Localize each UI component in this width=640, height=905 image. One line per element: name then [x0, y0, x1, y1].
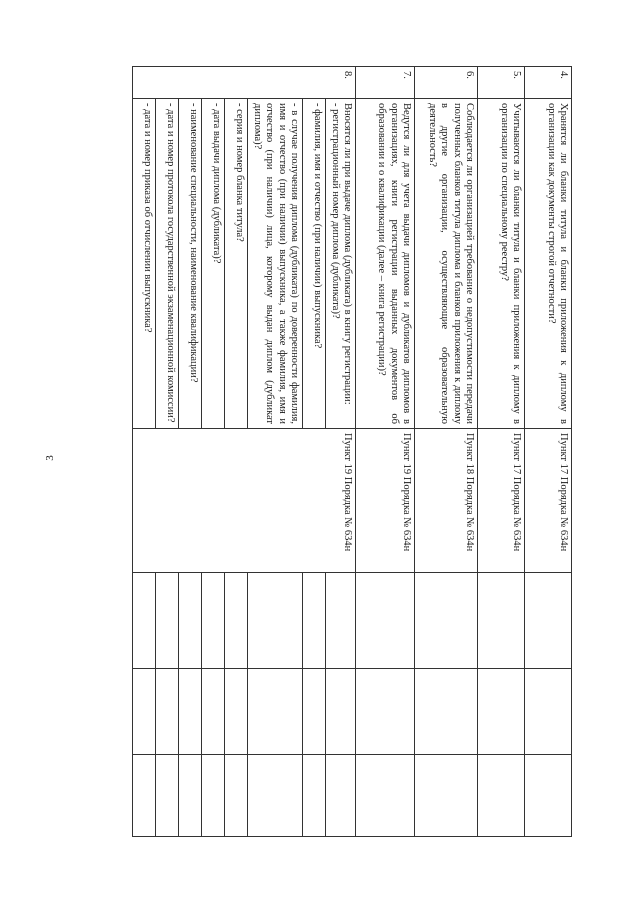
sub-question: - наименование специальности, наименование квалификации? [179, 99, 202, 429]
legal-reference: Пункт 19 Порядка № 634н [356, 429, 415, 573]
answer-cell [478, 669, 525, 755]
question-text: Хранятся ли бланки титула и бланки приложения к диплому в организации как документы строгой отчетности? [525, 99, 572, 429]
answer-cell [356, 573, 415, 669]
answer-cell [202, 669, 225, 755]
page-number: 3 [44, 455, 56, 461]
sub-question: - дата и номер приказа об отчислении выпускника? [133, 99, 156, 429]
answer-cell [415, 573, 478, 669]
answer-cell [156, 573, 179, 669]
answer-cell [415, 669, 478, 755]
row-number: 5. [478, 67, 525, 99]
answer-cell [478, 755, 525, 837]
question-text: Ведутся ли для учета выдачи дипломов и дубликатов дипломов в организациях, книги регистрации выданных документов об образовании и о квалификации (далее – книга регистрации)? [356, 99, 415, 429]
row-number: 4. [525, 67, 572, 99]
table-row [356, 67, 415, 837]
answer-cell [156, 755, 179, 837]
answer-cell [179, 573, 202, 669]
answer-cell [326, 755, 356, 837]
sub-question: - фамилия, имя и отчество (при наличии) выпускника? [303, 99, 326, 429]
answer-cell [415, 755, 478, 837]
answer-cell [225, 755, 248, 837]
answer-cell [303, 669, 326, 755]
sub-question: - дата выдачи диплома (дубликата)? [202, 99, 225, 429]
sub-question: - дата и номер протокола государственной экзаменационной комиссии? [156, 99, 179, 429]
answer-cell [525, 755, 572, 837]
row-number: 8. [133, 67, 356, 99]
answer-cell [156, 669, 179, 755]
table-row [478, 67, 525, 837]
answer-cell [525, 573, 572, 669]
answer-cell [248, 755, 303, 837]
answer-cell [133, 755, 156, 837]
row-number: 6. [415, 67, 478, 99]
rotated-table-wrapper [132, 66, 572, 836]
legal-reference: Пункт 18 Порядка № 634н [415, 429, 478, 573]
sub-question: - серия и номер бланка титула? [225, 99, 248, 429]
answer-cell [356, 669, 415, 755]
legal-reference: Пункт 19 Порядка № 634н [133, 429, 356, 573]
answer-cell [248, 669, 303, 755]
answer-cell [356, 755, 415, 837]
answer-cell [326, 573, 356, 669]
question-text: Учитываются ли бланки титула и бланки приложения к диплому в организации по специальному реестру? [478, 99, 525, 429]
answer-cell [478, 573, 525, 669]
answer-cell [525, 669, 572, 755]
answer-cell [303, 573, 326, 669]
answer-cell [225, 573, 248, 669]
checklist-table [132, 66, 572, 837]
table-row [326, 67, 356, 837]
answer-cell [133, 669, 156, 755]
table-row [525, 67, 572, 837]
sub-question: Вносятся ли при выдаче диплома (дубликата) в книгу регистрации: - регистрационный номер диплома (дубликата)? [326, 99, 356, 429]
answer-cell [248, 573, 303, 669]
answer-cell [179, 755, 202, 837]
table-row [415, 67, 478, 837]
legal-reference: Пункт 17 Порядка № 634н [478, 429, 525, 573]
answer-cell [179, 669, 202, 755]
answer-cell [133, 573, 156, 669]
row-number: 7. [356, 67, 415, 99]
question-text: Соблюдается ли организацией требование о недопустимости передачи полученных бланков титула диплома и бланков приложения к диплому в другие организации, осуществляющие образовательную деятельность? [415, 99, 478, 429]
answer-cell [202, 573, 225, 669]
answer-cell [326, 669, 356, 755]
answer-cell [202, 755, 225, 837]
sub-question: - в случае получения диплома (дубликата) по доверенности фамилия, имя и отчество (при наличии) выпускника, а также фамилия, имя и отчество (при наличии) лица, которому выдан диплом (дубликат диплома)? [248, 99, 303, 429]
answer-cell [225, 669, 248, 755]
legal-reference: Пункт 17 Порядка № 634н [525, 429, 572, 573]
answer-cell [303, 755, 326, 837]
